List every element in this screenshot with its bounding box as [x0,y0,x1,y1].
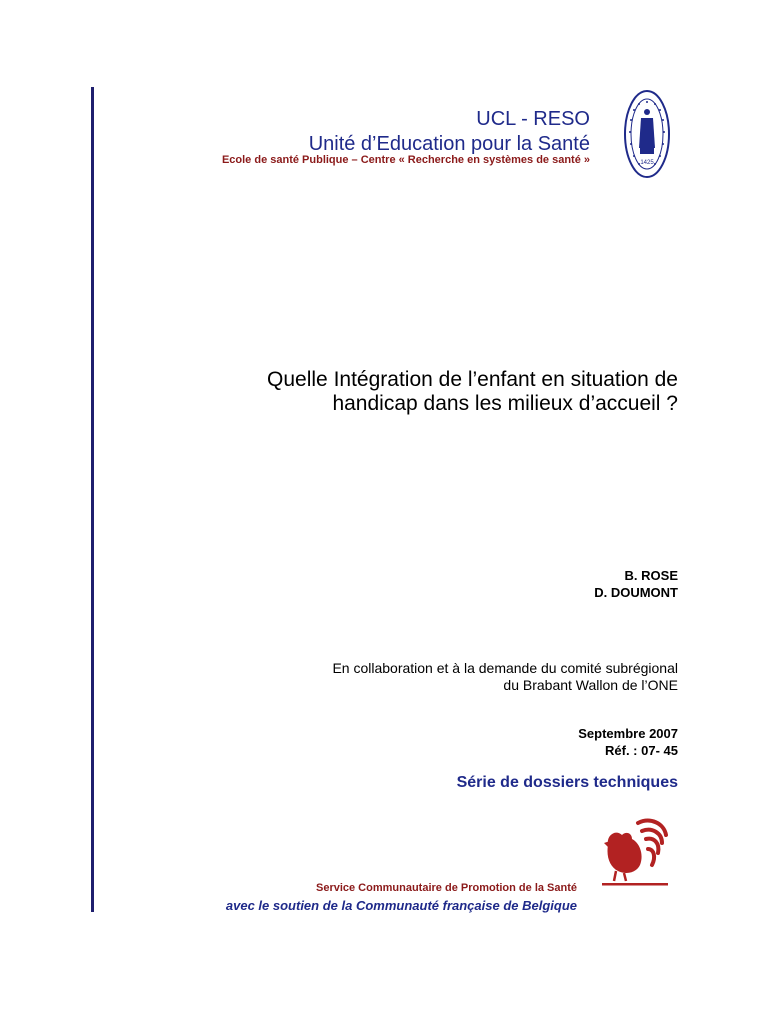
org-name: UCL - RESO [476,108,590,130]
left-vertical-rule [91,87,94,912]
title-line-2: handicap dans les milieux d’accueil ? [332,392,678,415]
seal-year: 1425 [640,160,654,166]
service-name: Service Communautaire de Promotion de la Santé [315,882,577,894]
publication-date: Septembre 2007 [578,726,678,741]
collaboration-note [332,660,678,694]
reference-number: Réf. : 07- 45 [605,743,678,758]
series-title: Série de dossiers techniques [456,774,678,791]
document-title [118,368,678,416]
author-2: D. DOUMONT [594,585,678,600]
support-statement: avec le soutien de la Communauté française de Belgique [225,898,577,913]
school-name: Ecole de santé Publique – Centre « Recherche en systèmes de santé » [221,154,590,166]
collaboration-line-1: En collaboration et à la demande du comité subrégional [332,660,678,676]
date-reference-block [578,725,678,759]
authors-block [594,567,678,601]
unit-name: Unité d’Education pour la Santé [308,133,590,155]
author-1: B. ROSE [624,568,678,583]
walloon-rooster-icon [598,815,672,889]
collaboration-line-2: du Brabant Wallon de l’ONE [503,677,678,693]
title-line-1: Quelle Intégration de l’enfant en situation de [267,368,678,391]
university-seal-icon [622,88,672,180]
